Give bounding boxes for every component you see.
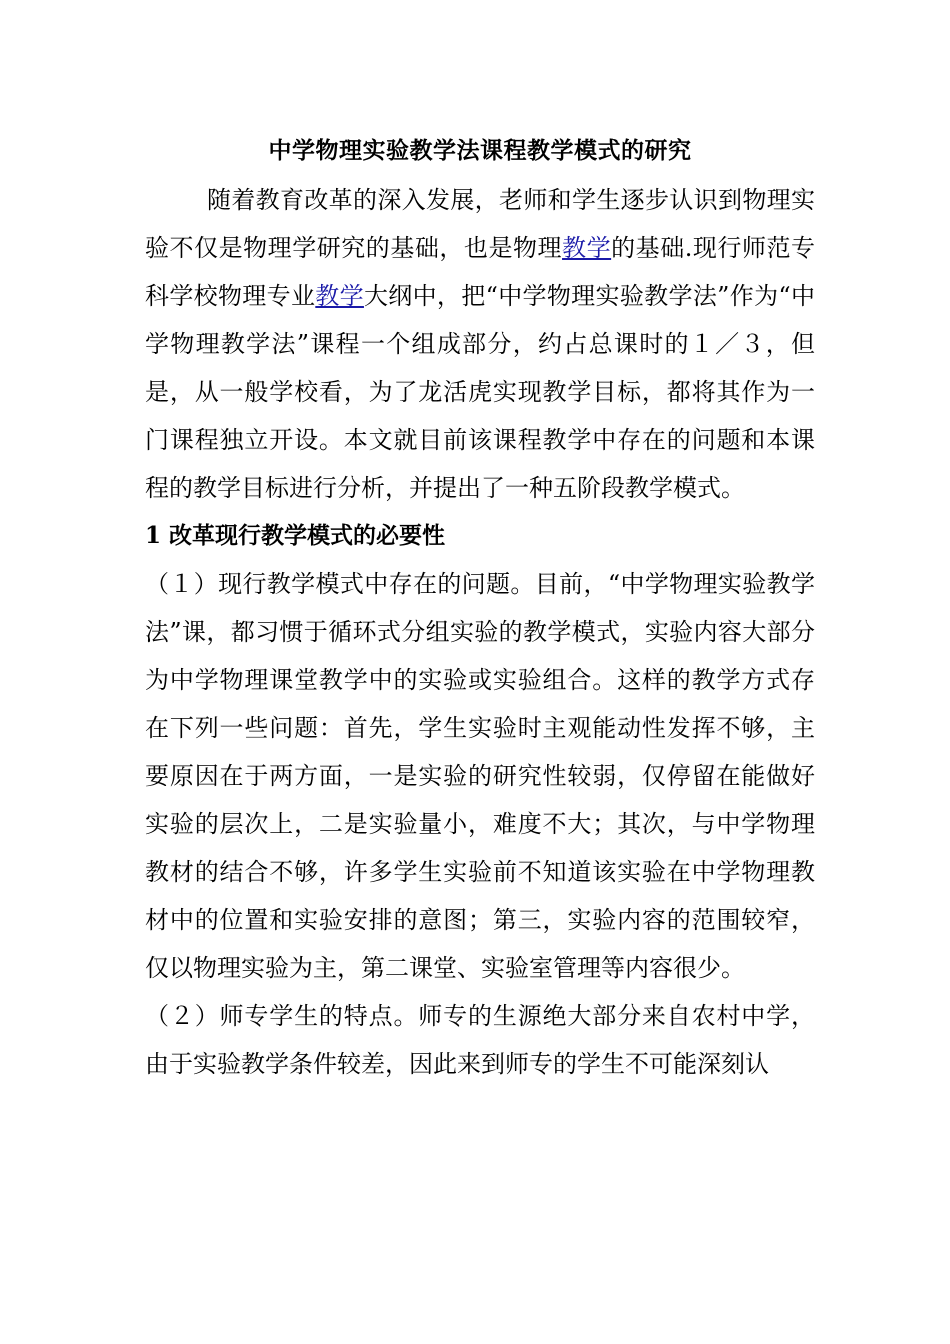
document-body [145,126,815,1088]
teaching-link-1[interactable]: 教学 [562,234,612,262]
document-title: 中学物理实验教学法课程教学模式的研究 [268,137,692,164]
intro-text-1: 随着教育改革的深入发展，老师和学生逐步认识到物理实验不仅是物理学研究的基础，也是物理 [145,186,815,262]
section-paragraph-1: （１）现行教学模式中存在的问题。目前，“中学物理实验教学法”课，都习惯于循环式分组实验的教学模式，实验内容大部分为中学物理课堂教学中的实验或实验组合。这样的教学方式存在下列一些问题：首先，学生实验时主观能动性发挥不够，主要原因在于两方面，一是实验的研究性较弱，仅停留在能做好实验的层次上，二是实验量小，难度不大；其次，与中学物理教材的结合不够，许多学生实验前不知道该实验在中学物理教材中的位置和实验安排的意图；第三，实验内容的范围较窄，仅以物理实验为主，第二课堂、实验室管理等内容很少。 [145,570,815,982]
intro-paragraph [145,176,815,512]
section-paragraph-2: （２）师专学生的特点。师专的生源绝大部分来自农村中学，由于实验教学条件较差，因此来到师专的学生不可能深刻认 [145,1002,815,1078]
intro-text-3: 大纲中，把“中学物理实验教学法”作为“中学物理教学法”课程一个组成部分，约占总课时的１／３，但是，从一般学校看，为了龙活虎实现教学目标，都将其作为一门课程独立开设。本文就目前该课程教学中存在的问题和本课程的教学目标进行分析，并提出了一种五阶段教学模式。 [145,282,815,502]
section-heading: 1 改革现行教学模式的必要性 [145,522,446,549]
teaching-link-2[interactable]: 教学 [315,282,364,310]
intro-text-2: 的基础.现行师范专科学校物理专业 [145,234,816,310]
